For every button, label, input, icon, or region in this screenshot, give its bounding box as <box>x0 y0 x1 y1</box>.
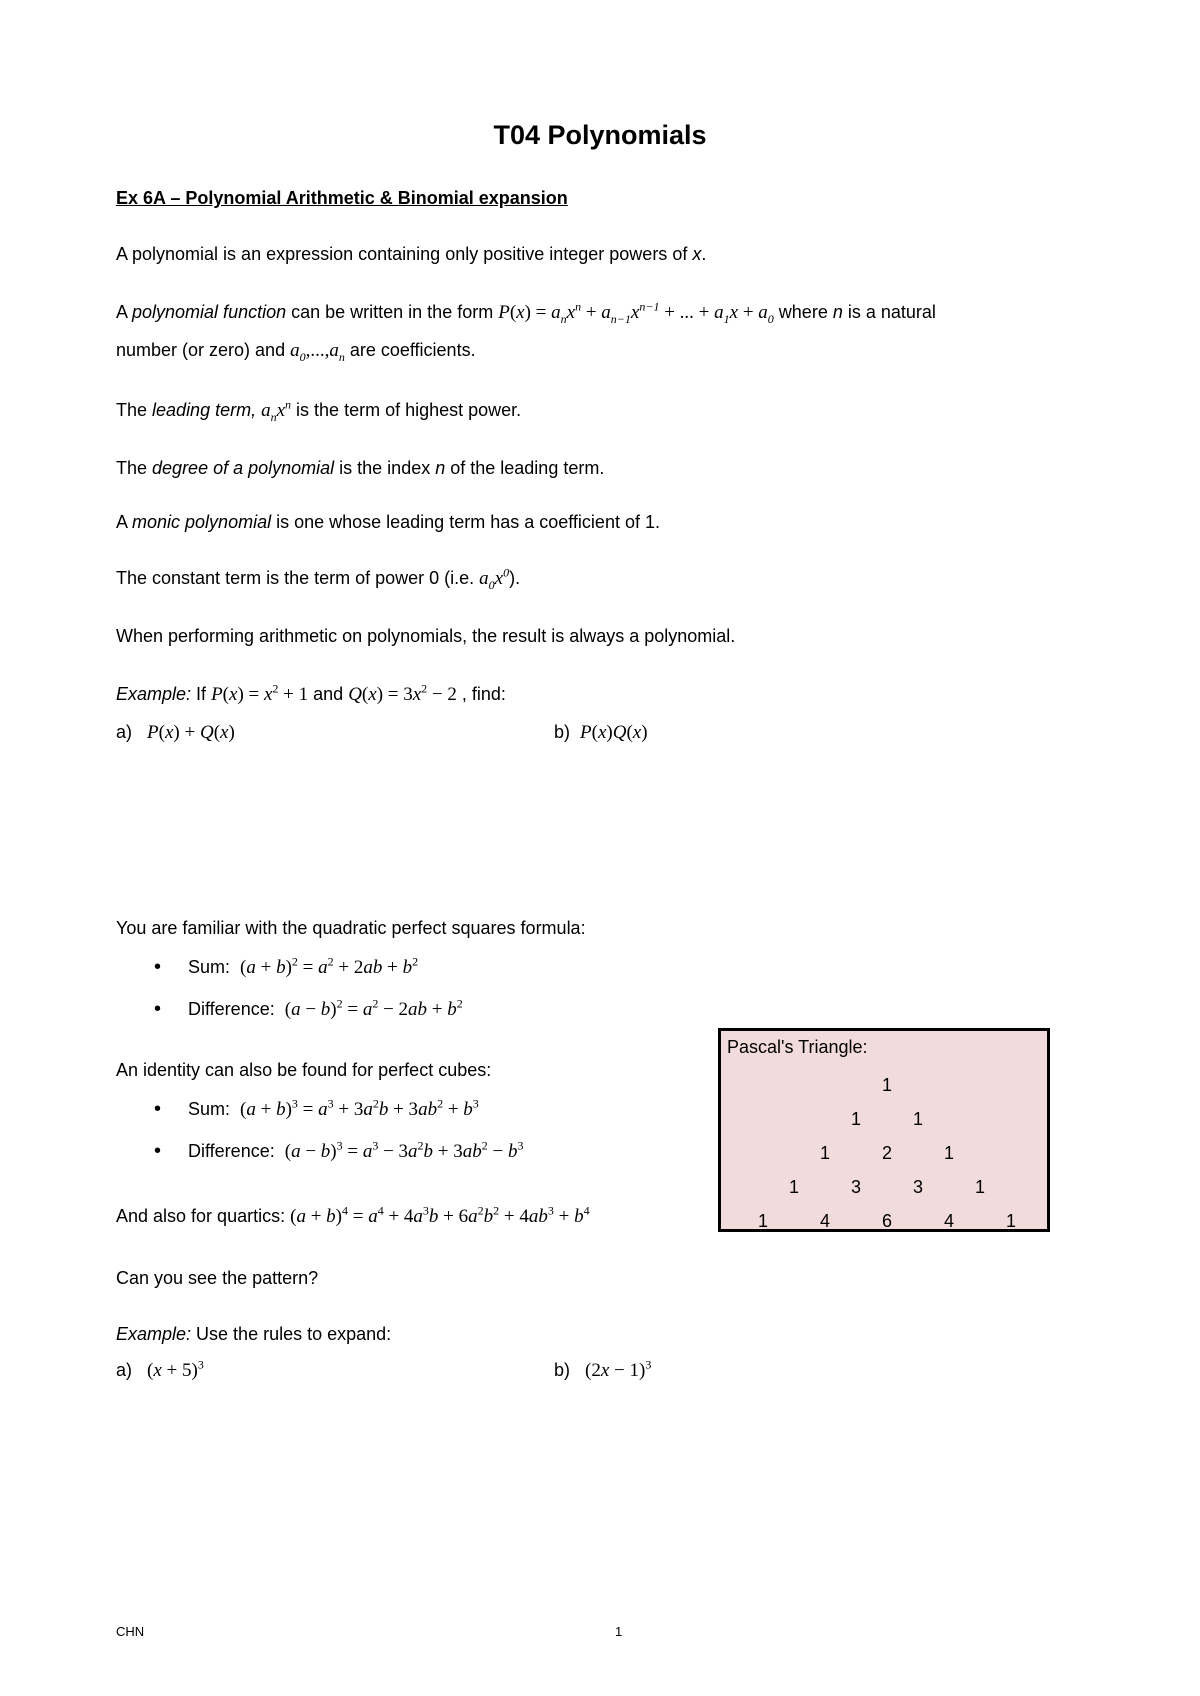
example-1-if: If <box>191 684 212 704</box>
example-2-b-label: b) <box>554 1360 571 1380</box>
pascal-number: 4 <box>819 1211 830 1231</box>
pascal-number: 3 <box>850 1177 861 1197</box>
p4-italic: degree of a polynomial <box>152 458 335 478</box>
pascal-number: 1 <box>788 1177 799 1197</box>
pascal-number: 1 <box>757 1211 768 1231</box>
paragraph-arithmetic: When performing arithmetic on polynomials, the result is always a polynomial. <box>116 626 736 646</box>
formula-2x-minus-1-cubed: $(2x - 1)^3$ <box>585 1357 652 1381</box>
pascal-number: 1 <box>881 1075 892 1095</box>
paragraph-leading-term <box>116 397 522 424</box>
square-difference-label: Difference: <box>188 999 275 1019</box>
pascal-number: 1 <box>819 1143 830 1163</box>
square-sum-label: Sum: <box>188 957 231 977</box>
formula-quartic: $(a + b)^4 = a^4 + 4a^3b + 6a^2b^2 + 4ab^3 + b^4$ <box>290 1203 590 1227</box>
example-2-part-b <box>554 1357 652 1382</box>
formula-coefficients: $a_0,...,a_n$ <box>290 340 345 364</box>
p5-italic: monic polynomial <box>132 512 272 532</box>
p2-post-b: is a natural <box>842 302 936 322</box>
pascal-row <box>721 1211 1047 1235</box>
footer-author: CHN <box>116 1624 145 1639</box>
paragraph-perfect-cubes: An identity can also be found for perfect cubes: <box>116 1060 492 1080</box>
example-1-statement <box>116 681 506 706</box>
list-item-cube-difference <box>116 1136 523 1178</box>
p2-mid: can be written in the form <box>286 302 499 322</box>
p5-post: is one whose leading term has a coefficient of 1. <box>271 512 660 532</box>
pascal-number: 6 <box>881 1211 892 1231</box>
pascal-number: 3 <box>912 1177 923 1197</box>
pascals-triangle-box <box>718 1028 1050 1232</box>
pascal-number: 4 <box>943 1211 954 1231</box>
p1-end: . <box>701 244 707 264</box>
example-2-text: Use the rules to expand: <box>191 1324 392 1344</box>
p3-post: is the term of highest power. <box>291 400 522 420</box>
p2-line2-pre: number (or zero) and <box>116 340 291 360</box>
p2-pre: A <box>116 302 133 322</box>
formula-square-sum: $(a + b)^2 = a^2 + 2ab + b^2$ <box>240 954 419 978</box>
quartics-label: And also for quartics: <box>116 1206 286 1226</box>
pascal-number: 1 <box>943 1143 954 1163</box>
list-item-cube-sum <box>116 1094 523 1136</box>
formula-cube-difference: $(a - b)^3 = a^3 - 3a^2b + 3ab^2 - b^3$ <box>284 1138 524 1162</box>
p2-italic: polynomial function <box>132 302 287 322</box>
paragraph-constant-term <box>116 565 521 592</box>
paragraph-polynomial-function-line2 <box>116 340 476 362</box>
paragraph-pattern: Can you see the pattern? <box>116 1268 319 1288</box>
example-2-a-label: a) <box>116 1360 133 1380</box>
pascal-row <box>721 1143 1047 1167</box>
paragraph-degree <box>116 458 604 479</box>
p3-italic: leading term, <box>152 400 257 420</box>
formula-cube-sum: $(a + b)^3 = a^3 + 3a^2b + 3ab^2 + b^3$ <box>240 1096 479 1120</box>
paragraph-perfect-squares: You are familiar with the quadratic perfect squares formula: <box>116 918 586 938</box>
p1-var: x <box>692 244 702 264</box>
example-1-part-a <box>116 722 235 744</box>
paragraph-polynomial-function <box>116 299 936 326</box>
p3-pre: The <box>116 400 153 420</box>
pascal-number: 1 <box>850 1109 861 1129</box>
pascal-number: 1 <box>974 1177 985 1197</box>
formula-constant-term: $a_0x^0$ <box>479 565 510 592</box>
p6-pre: The constant term is the term of power 0 (i.e. <box>116 568 480 588</box>
footer-page-number: 1 <box>615 1624 623 1639</box>
list-item-square-sum <box>116 952 463 994</box>
paragraph-definition <box>116 244 706 265</box>
p2-line2-post: are coefficients. <box>344 340 476 360</box>
pascals-triangle-title: Pascal's Triangle: <box>727 1037 868 1057</box>
formula-q-of-x: $Q(x) = 3x^2 - 2$ <box>348 681 457 705</box>
p6-post: ). <box>509 568 521 588</box>
p5-pre: A <box>116 512 133 532</box>
example-1-b-label: b) <box>554 722 571 742</box>
example-1-part-b <box>554 722 648 744</box>
pascal-number: 1 <box>912 1109 923 1129</box>
formula-leading-term: $a_nx^n$ <box>261 397 292 424</box>
formula-square-difference: $(a - b)^2 = a^2 - 2ab + b^2$ <box>284 996 463 1020</box>
formula-product-pq: P(x)Q(x) <box>580 722 648 743</box>
formula-x-plus-5-cubed: $(x + 5)^3$ <box>147 1357 204 1381</box>
p4-mid: is the index <box>334 458 436 478</box>
p2-n: n <box>832 302 843 322</box>
p2-post-a: where <box>773 302 833 322</box>
pascal-number: 1 <box>1005 1211 1016 1231</box>
list-item-square-difference <box>116 994 463 1036</box>
pascal-row <box>721 1177 1047 1201</box>
p4-pre: The <box>116 458 153 478</box>
example-1-find: , find: <box>456 684 506 704</box>
example-2-label: Example: <box>116 1324 192 1344</box>
formula-general-polynomial: $P(x) = a_nx^n + a_{n-1}x^{n-1}$ + ... + $a_1x + a_0$ <box>498 299 774 326</box>
example-2-statement <box>116 1324 391 1345</box>
example-1-and: and <box>308 684 349 704</box>
section-heading: Ex 6A – Polynomial Arithmetic & Binomial expansion <box>116 188 568 208</box>
example-1-label: Example: <box>116 684 192 704</box>
cube-difference-label: Difference: <box>188 1141 275 1161</box>
pascal-row <box>721 1109 1047 1133</box>
pascal-row <box>721 1075 1047 1099</box>
pascal-number: 2 <box>881 1143 892 1163</box>
list-perfect-squares <box>116 952 463 1036</box>
page-title: T04 Polynomials <box>493 120 707 150</box>
example-2-part-a <box>116 1357 204 1382</box>
formula-p-of-x: $P(x) = x^2 + 1$ <box>211 681 309 705</box>
cube-sum-label: Sum: <box>188 1099 231 1119</box>
p4-post: of the leading term. <box>445 458 605 478</box>
paragraph-monic <box>116 512 660 533</box>
p4-n: n <box>435 458 446 478</box>
list-perfect-cubes <box>116 1094 523 1178</box>
paragraph-quartics <box>116 1203 590 1228</box>
formula-sum-pq: P(x) + Q(x) <box>147 722 235 743</box>
example-1-a-label: a) <box>116 722 133 742</box>
p1-text: A polynomial is an expression containing only positive integer powers of <box>116 244 693 264</box>
